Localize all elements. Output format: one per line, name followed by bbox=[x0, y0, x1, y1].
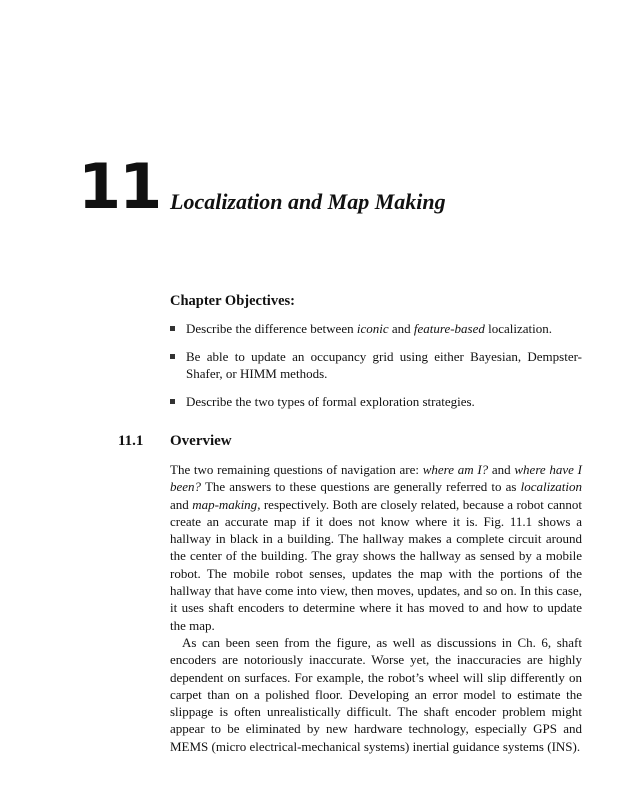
objectives-heading: Chapter Objectives: bbox=[170, 293, 295, 309]
objective-text: Be able to update an occupancy grid using either Bayesian, Dempster-Shafer, or HIMM methods. bbox=[186, 349, 582, 381]
bullet-icon bbox=[170, 326, 175, 331]
objective-item bbox=[170, 393, 582, 410]
objective-text: Describe the two types of formal exploration strategies. bbox=[186, 394, 475, 409]
body-text bbox=[170, 461, 582, 755]
chapter-title: Localization and Map Making bbox=[170, 189, 446, 214]
objective-item bbox=[170, 320, 582, 337]
objective-text: Describe the difference between iconic and feature-based localization. bbox=[186, 321, 553, 336]
term-feature-based: feature-based bbox=[413, 321, 485, 336]
bullet-icon bbox=[170, 354, 175, 359]
term-iconic: iconic bbox=[356, 321, 389, 336]
section-title: Overview bbox=[170, 433, 232, 449]
chapter-number: 11 bbox=[78, 150, 161, 223]
bullet-icon bbox=[170, 399, 175, 404]
objectives-list bbox=[170, 320, 582, 421]
paragraph: The two remaining questions of navigation are: where am I? and where have I been? The answers to these questions are generally referred to as localization and map-making, respectively. Both are closely related, because a robot cannot create an accurate map if it does not know where it is. Fig. 11.1 shows a hallway in black in a building. The hallway makes a complete circuit around the center of the building. The gray shows the hallway as sensed by a mobile robot. The mobile robot senses, updates the map with the portions of the hallway that have come into view, then moves, updates, and so on. In this case, it uses shaft encoders to determine where it has moved to and how to update the map. bbox=[170, 462, 582, 633]
section-number: 11.1 bbox=[118, 433, 144, 449]
objective-item bbox=[170, 348, 582, 382]
paragraph: As can been seen from the figure, as well as discussions in Ch. 6, shaft encoders are notoriously inaccurate. Worse yet, the inaccuracies are highly dependent on surfaces. For example, the robot’s wheel will slip differently on carpet than on a polished floor. Developing an error model to estimate the slippage is often unrealistically difficult. The shaft encoder problem might appear to be eliminated by new hardware technology, especially GPS and MEMS (micro electrical-mechanical systems) inertial guidance systems (INS). bbox=[170, 634, 582, 754]
